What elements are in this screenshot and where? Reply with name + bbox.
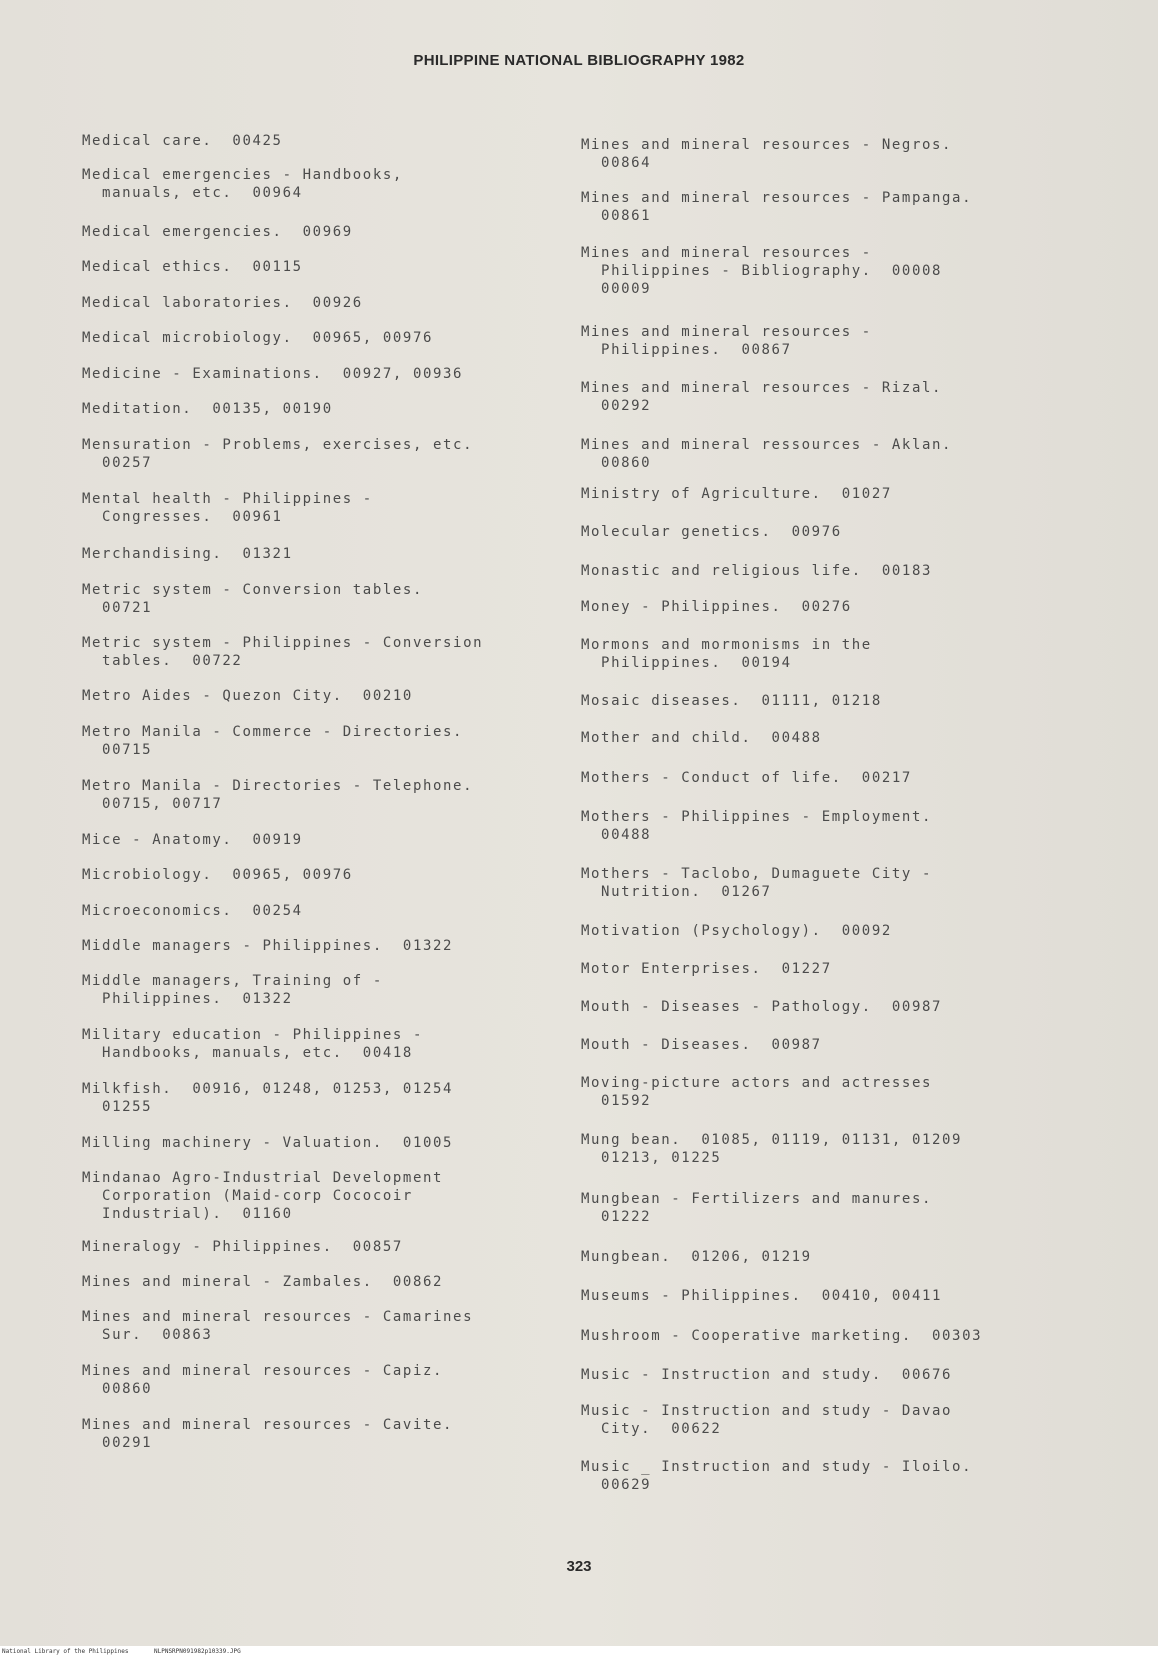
- index-entry: Mothers - Philippines - Employment. 00488: [581, 809, 933, 843]
- index-entry: Mice - Anatomy. 00919: [82, 832, 303, 848]
- index-entry: Milling machinery - Valuation. 01005: [82, 1135, 454, 1151]
- index-entry: Motivation (Psychology). 00092: [581, 923, 892, 939]
- index-entry: Mines and mineral resources - Capiz. 00860: [82, 1363, 444, 1397]
- index-entry: Mines and mineral resources - Rizal. 00292: [581, 380, 943, 414]
- index-entry: Mines and mineral ressources - Aklan. 00860: [581, 437, 953, 471]
- index-entry: Milkfish. 00916, 01248, 01253, 01254 01255: [82, 1081, 454, 1115]
- index-entry: Microeconomics. 00254: [82, 903, 303, 919]
- index-entry: Military education - Philippines - Handbooks, manuals, etc. 00418: [82, 1027, 423, 1061]
- index-entry: Medical microbiology. 00965, 00976: [82, 330, 434, 346]
- index-entry: Mineralogy - Philippines. 00857: [82, 1239, 403, 1255]
- footer-file: NLPNSRPN091982p10339.JPG: [154, 1648, 241, 1655]
- index-entry: Mines and mineral resources - Camarines Sur. 00863: [82, 1309, 474, 1343]
- index-entry: Medical ethics. 00115: [82, 259, 303, 275]
- index-entry: Medical emergencies. 00969: [82, 224, 353, 240]
- index-entry: Medicine - Examinations. 00927, 00936: [82, 366, 464, 382]
- index-entry: Motor Enterprises. 01227: [581, 961, 832, 977]
- index-entry: Music - Instruction and study - Davao City. 00622: [581, 1403, 953, 1437]
- index-entry: Meditation. 00135, 00190: [82, 401, 333, 417]
- index-entry: Medical care. 00425: [82, 133, 283, 149]
- index-entry: Music _ Instruction and study - Iloilo. 00629: [581, 1459, 973, 1493]
- index-entry: Metric system - Philippines - Conversion tables. 00722: [82, 635, 484, 669]
- index-entry: Mines and mineral resources - Cavite. 00291: [82, 1417, 454, 1451]
- index-entry: Mindanao Agro-Industrial Development Corporation (Maid-corp Cococoir Industrial). 01160: [82, 1170, 444, 1222]
- index-entry: Mines and mineral resources - Philippines - Bibliography. 00008 00009: [581, 245, 943, 297]
- index-entry: Metro Aides - Quezon City. 00210: [82, 688, 413, 704]
- index-entry: Mental health - Philippines - Congresses. 00961: [82, 491, 373, 525]
- index-entry: Museums - Philippines. 00410, 00411: [581, 1288, 943, 1304]
- index-entry: Medical emergencies - Handbooks, manuals, etc. 00964: [82, 167, 403, 201]
- index-entry: Mung bean. 01085, 01119, 01131, 01209 01213, 01225: [581, 1132, 963, 1166]
- index-entry: Mother and child. 00488: [581, 730, 822, 746]
- index-entry: Mothers - Taclobo, Dumaguete City - Nutrition. 01267: [581, 866, 933, 900]
- running-head: PHILIPPINE NATIONAL BIBLIOGRAPHY 1982: [413, 52, 745, 69]
- index-entry: Metric system - Conversion tables. 00721: [82, 582, 423, 616]
- index-entry: Mouth - Diseases. 00987: [581, 1037, 822, 1053]
- index-entry: Metro Manila - Commerce - Directories. 00715: [82, 724, 464, 758]
- index-entry: Microbiology. 00965, 00976: [82, 867, 353, 883]
- index-entry: Ministry of Agriculture. 01027: [581, 486, 892, 502]
- index-entry: Money - Philippines. 00276: [581, 599, 852, 615]
- scan-footer: [0, 1646, 1158, 1658]
- index-entry: Mines and mineral resources - Pampanga. 00861: [581, 190, 973, 224]
- index-entry: Mines and mineral resources - Philippines. 00867: [581, 324, 872, 358]
- index-entry: Monastic and religious life. 00183: [581, 563, 933, 579]
- index-entry: Mormons and mormonisms in the Philippines. 00194: [581, 637, 872, 671]
- index-entry: Mosaic diseases. 01111, 01218: [581, 693, 882, 709]
- index-entry: Mungbean - Fertilizers and manures. 01222: [581, 1191, 933, 1225]
- index-entry: Moving-picture actors and actresses 01592: [581, 1075, 933, 1109]
- index-entry: Mines and mineral - Zambales. 00862: [82, 1274, 444, 1290]
- index-entry: Mothers - Conduct of life. 00217: [581, 770, 912, 786]
- index-entry: Mensuration - Problems, exercises, etc. 00257: [82, 437, 474, 471]
- index-entry: Mungbean. 01206, 01219: [581, 1249, 812, 1265]
- index-entry: Music - Instruction and study. 00676: [581, 1367, 953, 1383]
- index-entry: Mines and mineral resources - Negros. 00864: [581, 137, 953, 171]
- page-number: 323: [566, 1558, 592, 1575]
- index-entry: Middle managers, Training of - Philippines. 01322: [82, 973, 383, 1007]
- index-entry: Middle managers - Philippines. 01322: [82, 938, 454, 954]
- footer-source: National Library of the Philippines: [2, 1648, 129, 1655]
- index-entry: Mushroom - Cooperative marketing. 00303: [581, 1328, 983, 1344]
- index-entry: Merchandising. 01321: [82, 546, 293, 562]
- index-entry: Molecular genetics. 00976: [581, 524, 842, 540]
- index-entry: Medical laboratories. 00926: [82, 295, 363, 311]
- index-entry: Metro Manila - Directories - Telephone. 00715, 00717: [82, 778, 474, 812]
- index-entry: Mouth - Diseases - Pathology. 00987: [581, 999, 943, 1015]
